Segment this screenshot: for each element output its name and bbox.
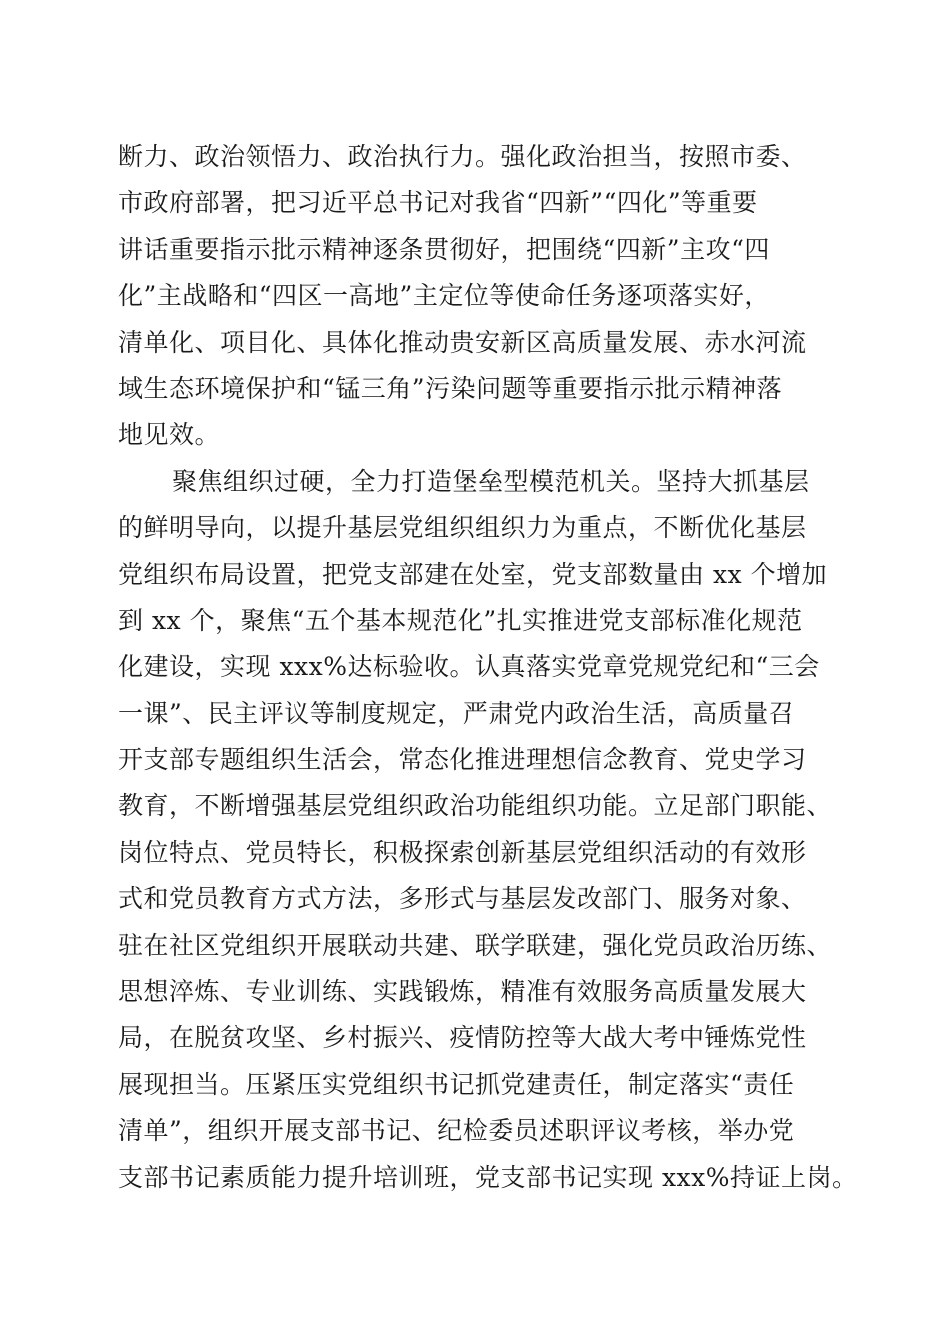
paragraph-line: 聚焦组织过硬，全力打造堡垒型模范机关。坚持大抓基层 xyxy=(172,466,810,496)
paragraph-2 xyxy=(118,459,858,1201)
paragraph-line: 地见效。 xyxy=(118,420,221,450)
document-body xyxy=(118,134,858,1201)
paragraph-line: 断力、政治领悟力、政治执行力。强化政治担当，按照市委、 xyxy=(118,142,807,171)
paragraph-line: 化”主战略和“四区一高地”主定位等使命任务逐项落实好， xyxy=(118,281,770,311)
paragraph-line: 到 xx 个，聚焦“五个基本规范化”扎实推进党支部标准化规范 xyxy=(118,605,803,635)
paragraph-line: 化建设，实现 xxx%达标验收。认真落实党章党规党纪和“三会 xyxy=(118,652,820,682)
paragraph-1 xyxy=(118,134,858,459)
paragraph-line: 式和党员教育方式方法，多形式与基层发改部门、服务对象、 xyxy=(118,884,807,914)
paragraph-line: 讲话重要指示批示精神逐条贯彻好，把围绕“四新”主攻“四 xyxy=(118,234,770,264)
paragraph-line: 教育，不断增强基层党组织政治功能组织功能。立足部门职能、 xyxy=(118,791,833,821)
paragraph-line: 驻在社区党组织开展联动共建、联学联建，强化党员政治历练、 xyxy=(118,930,833,960)
paragraph-line: 一课”、民主评议等制度规定，严肃党内政治生活，高质量召 xyxy=(118,698,795,728)
paragraph-line: 支部书记素质能力提升培训班，党支部书记实现 xxx%持证上岗。 xyxy=(118,1162,858,1192)
paragraph-line: 展现担当。压紧压实党组织书记抓党建责任，制定落实“责任 xyxy=(118,1069,795,1099)
paragraph-line: 开支部专题组织生活会，常态化推进理想信念教育、党史学习 xyxy=(118,745,807,775)
paragraph-line: 市政府部署，把习近平总书记对我省“四新”“四化”等重要 xyxy=(118,188,758,218)
paragraph-line: 岗位特点、党员特长，积极探索创新基层党组织活动的有效形 xyxy=(118,837,807,867)
paragraph-line: 局，在脱贫攻坚、乡村振兴、疫情防控等大战大考中锤炼党性 xyxy=(118,1023,807,1053)
paragraph-line: 党组织布局设置，把党支部建在处室，党支部数量由 xx 个增加 xyxy=(118,559,828,589)
paragraph-line: 清单”，组织开展支部书记、纪检委员述职评议考核，举办党 xyxy=(118,1116,795,1146)
paragraph-line: 域生态环境保护和“锰三角”污染问题等重要指示批示精神落 xyxy=(118,373,783,403)
paragraph-line: 思想淬炼、专业训练、实践锻炼，精准有效服务高质量发展大 xyxy=(118,977,807,1007)
paragraph-line: 的鲜明导向，以提升基层党组织组织力为重点，不断优化基层 xyxy=(118,513,807,543)
paragraph-line: 清单化、项目化、具体化推动贵安新区高质量发展、赤水河流 xyxy=(118,327,807,357)
